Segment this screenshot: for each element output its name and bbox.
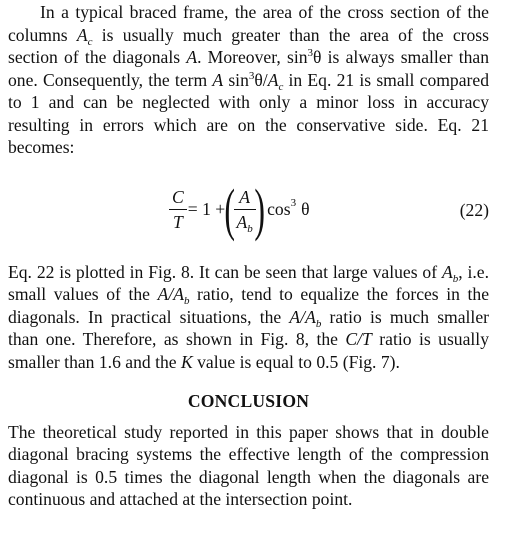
subscript-c: c bbox=[87, 35, 93, 48]
numerator-c: C bbox=[172, 186, 184, 207]
superscript-3: 3 bbox=[248, 69, 255, 82]
cos-function: cos bbox=[267, 199, 291, 220]
text-run: θ is always smaller than one. Consequently, the term bbox=[8, 47, 490, 90]
variable-A: A bbox=[173, 284, 184, 304]
right-paren: ) bbox=[254, 176, 265, 242]
fraction-c-over-t bbox=[169, 186, 187, 234]
variable-A: A bbox=[236, 212, 248, 232]
variable-A: A bbox=[186, 47, 198, 67]
slash: / bbox=[357, 329, 363, 349]
text-run: , i.e. small values of the bbox=[8, 261, 489, 304]
text-run: sin bbox=[223, 69, 249, 90]
text-run: ratio, tend to equalize the forces in the diagonals. In practical situations, the bbox=[8, 284, 490, 327]
numerator-a: A bbox=[239, 186, 251, 207]
text-run: is usually much greater than the area of the cross section of the diagonals bbox=[8, 24, 489, 67]
variable-K: K bbox=[180, 351, 193, 372]
text-run: In a typical braced frame, the area of the cross section of the columns bbox=[8, 2, 489, 45]
equals-one-plus: = 1 + bbox=[187, 199, 226, 220]
denominator-t: T bbox=[172, 212, 183, 232]
left-paren: ( bbox=[224, 176, 236, 242]
variable-A: A bbox=[76, 24, 88, 45]
slash: / bbox=[300, 306, 306, 327]
text-run: in Eq. 21 is small compared to 1 and can be neglected with only a minor loss in accuracy resulting in errors which are on the conservative side. Eq. 21 becomes: bbox=[8, 69, 490, 157]
variable-A: A bbox=[441, 261, 453, 282]
fraction-a-over-ab bbox=[234, 186, 256, 234]
variable-T: T bbox=[362, 329, 372, 349]
variable-C: C bbox=[345, 329, 358, 349]
subscript-b: b bbox=[452, 272, 459, 285]
equation-body: $\frac{C}{T}$ = 1 + ( $\frac{A}{A_b}$ ) cos $^3$ θ bbox=[169, 166, 310, 254]
variable-A: A bbox=[267, 69, 279, 90]
slash: / bbox=[168, 284, 174, 304]
text-run: value is equal to 0.5 (Fig. 7). bbox=[192, 351, 400, 372]
text-run: Eq. 22 is plotted in Fig. 8. It can be seen that large values of bbox=[8, 261, 442, 282]
theta-symbol: θ bbox=[301, 199, 310, 220]
variable-A: A bbox=[305, 306, 316, 327]
variable-A: A bbox=[289, 306, 301, 327]
text-run: ratio is usually smaller than 1.6 and the bbox=[8, 329, 489, 372]
subscript-b: b bbox=[315, 317, 322, 330]
paragraph-discussion bbox=[8, 261, 489, 374]
variable-A: A bbox=[157, 284, 169, 304]
superscript-3: 3 bbox=[307, 47, 314, 59]
variable-A: A bbox=[212, 69, 224, 90]
subscript-b: b bbox=[247, 223, 253, 235]
denominator-ab bbox=[234, 210, 256, 234]
subscript-c: c bbox=[278, 80, 284, 93]
equation-22 bbox=[8, 166, 489, 254]
text-run: ratio is much smaller than one. Therefore, as shown in Fig. 8, the bbox=[8, 306, 489, 349]
equation-number: (22) bbox=[459, 199, 489, 220]
text-run: . Moreover, sin bbox=[197, 47, 308, 67]
subscript-b: b bbox=[183, 295, 190, 307]
paragraph-intro bbox=[8, 0, 489, 159]
section-heading: CONCLUSION bbox=[187, 391, 310, 411]
paragraph-conclusion: The theoretical study reported in this paper shows that in double diagonal bracing systems the effective length of the compression diagonal is 0.5 times the diagonal length when the diagonals are continuous and attached at the intersection point. bbox=[8, 421, 489, 509]
text-run: θ/ bbox=[254, 69, 268, 90]
